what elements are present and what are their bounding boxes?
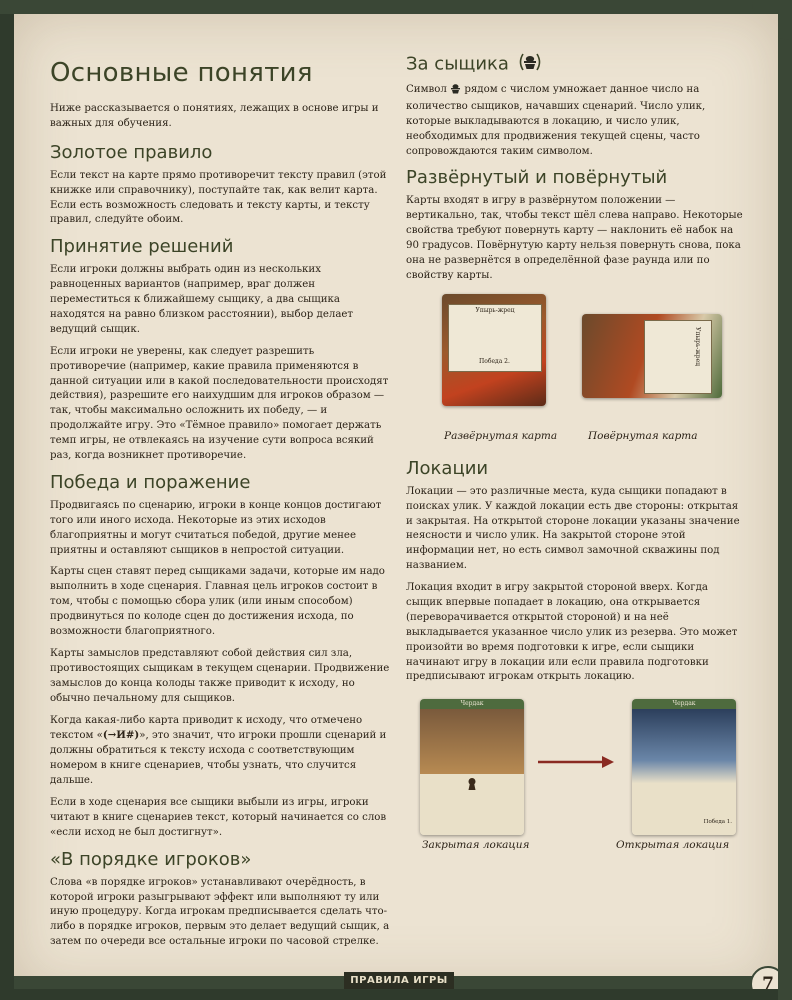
- footer-label: ПРАВИЛА ИГРЫ: [344, 972, 454, 989]
- player-order-heading: «В порядке игроков»: [50, 848, 252, 870]
- exhausted-card-name: Упырь-жрец: [693, 326, 701, 366]
- exhausted-card-caption: Повёрнутая карта: [588, 429, 698, 442]
- player-order-text: Слова «в порядке игроков» устанавливают очерёдность, в которой игроки разыгрывают эффект или выполняют ту или иную процедуру. Когда игрокам предписывается сделать что-либо в порядке игроков, первым это делает ведущий сыщик, а затем по очереди все остальные игроки по часовой стрелке.: [50, 876, 390, 948]
- victory-text-4: [50, 714, 390, 789]
- victory-text-4-start: Когда какая-либо карта приводит к исходу, что отмечено текстом «: [50, 714, 363, 742]
- ready-card-name: Упырь-жрец: [475, 306, 515, 314]
- per-investigator-text-end: рядом с числом умножает данное число на количество сыщиков, начавших сценарий. Число улик, которые выкладываются в локацию, и число улик, необходимых для продвижения текущей сцены, часто сопровождаются таким символом.: [406, 84, 706, 157]
- ready-card-image: [442, 294, 546, 406]
- closed-location-name: Чердак: [460, 700, 484, 708]
- exhausted-card-image: [582, 314, 722, 398]
- location-illustration: [406, 693, 746, 863]
- per-investigator-inline-icon: [450, 83, 461, 100]
- open-location-victory: Победа 1.: [703, 819, 732, 826]
- resolution-token: (→И#): [102, 729, 140, 742]
- victory-heading: Победа и поражение: [50, 471, 251, 493]
- ready-card-caption: Развёрнутая карта: [444, 429, 558, 442]
- page-frame-top: [0, 0, 792, 14]
- per-investigator-text-start: Символ: [406, 84, 447, 95]
- golden-rule-heading: Золотое правило: [50, 141, 213, 163]
- per-investigator-text: [406, 83, 746, 159]
- per-investigator-heading: [406, 52, 746, 77]
- exhausted-text: Карты входят в игру в развёрнутом положении — вертикально, так, чтобы текст шёл слева направо. Некоторые свойства требуют повернуть карту — наклонить её набок на 90 градусов. Повёрнутую карту нельзя повернуть снова, пока она не развернётся в определённой фазе раунда или по свойству карты.: [406, 195, 743, 281]
- victory-text-1: Продвигаясь по сценарию, игроки в конце концов достигают того или иного исхода. Некоторые из этих исходов благоприятны и могут считаться победой, другие менее приятны и оставляют сыщиков в непростой ситуации.: [50, 499, 382, 556]
- locations-heading: Локации: [406, 457, 489, 479]
- golden-rule-text: Если текст на карте прямо противоречит тексту правил (этой книжке или справочнику), поступайте так, как велит карта. Если есть возможность следовать и тексту карты, и тексту правил, следуйте обоим.: [50, 169, 387, 226]
- exhausted-heading: Развёрнутый и повёрнутый: [406, 167, 668, 189]
- page-number: 7: [750, 966, 778, 989]
- open-location-caption: Открытая локация: [616, 839, 730, 852]
- exhausted-card-text-panel: [644, 320, 712, 394]
- victory-text-3: Карты замыслов представляют собой действия сил зла, противостоящих сыщикам в текущем сценарии. Продвижение замыслов до конца колоды также приводит к исходу, но обычно печальному для сыщиков.: [50, 647, 390, 704]
- closed-location-image: [420, 699, 524, 835]
- locations-text-1: Локации — это различные места, куда сыщики попадают в поисках улик. У каждой локации есть две стороны: открытая и закрытая. На открытой стороне локации указаны значение неясности и число улик. На закрытой стороне этой информации нет, но есть символ замочной скважины под названием.: [406, 485, 740, 572]
- locations-text-2: Локация входит в игру закрытой стороной вверх. Когда сыщик впервые попадает в локацию, она открывается (переворачивается открытой стороной) и на неё выкладывается указанное число улик из резерва. Это может произойти во время подготовки к игре, если сыщики начинают игру в локации или если правила подготовки предписывают игрокам открыть локацию.: [406, 582, 738, 683]
- closed-location-caption: Закрытая локация: [422, 839, 530, 852]
- ready-card-text-panel: [448, 304, 542, 372]
- left-column: [50, 48, 390, 957]
- flip-arrow-icon: [536, 755, 616, 769]
- right-column: [406, 48, 746, 867]
- decisions-text-2: Если игроки не уверены, как следует разрешить противоречие (например, какие правила применяются в данной ситуации или в какой последовательности происходят действия), разрешите его наихудшим для игроков образом — так, чтобы максимально осложнить их победу, — и продолжайте игру. Это «Тёмное правило» помогает держать темп игры, не отвлекаясь на изучение сути вопроса всякий раз, когда возникнет противоречие.: [50, 345, 389, 462]
- open-location-image: [632, 699, 736, 835]
- intro-paragraph: Ниже рассказывается о понятиях, лежащих в основе игры и важных для обучения.: [50, 103, 379, 129]
- victory-text-5: Если в ходе сценария все сыщики выбыли из игры, игроки читают в книге сценариев текст, который начинается со слов «если исход не был достигнут».: [50, 796, 387, 838]
- victory-text-4-end: », это значит, что игроки прошли сценарий и должны обратиться к тексту исхода с соответствующим номером в книге сценариев, чтобы узнать, что случится дальше.: [50, 730, 387, 787]
- ready-card-victory: Победа 2.: [479, 357, 510, 365]
- keyhole-icon: [466, 777, 478, 791]
- decisions-heading: Принятие решений: [50, 236, 234, 258]
- page-title: Основные понятия: [50, 58, 313, 88]
- open-location-name: Чердак: [672, 700, 696, 708]
- rulebook-page: [14, 14, 778, 989]
- per-investigator-heading-text: За сыщика: [406, 53, 509, 75]
- card-orientation-illustration: [406, 292, 746, 452]
- decisions-text-1: Если игроки должны выбрать один из нескольких равноценных вариантов (например, враг должен переместиться к ближайшему сыщику, а два сыщика находятся на равно близком расстоянии), выбор делает ведущий сыщик.: [50, 264, 354, 335]
- page-frame-right: [778, 0, 792, 1000]
- per-investigator-icon: [515, 52, 545, 77]
- victory-text-2: Карты сцен ставят перед сыщиками задачи, которые им надо выполнить в ходе сценария. Главная цель игроков состоит в том, чтобы с помощью сбора улик (или иным способом) продвинуться по колоде сцен до достижения исхода, по возможности благоприятного.: [50, 566, 385, 638]
